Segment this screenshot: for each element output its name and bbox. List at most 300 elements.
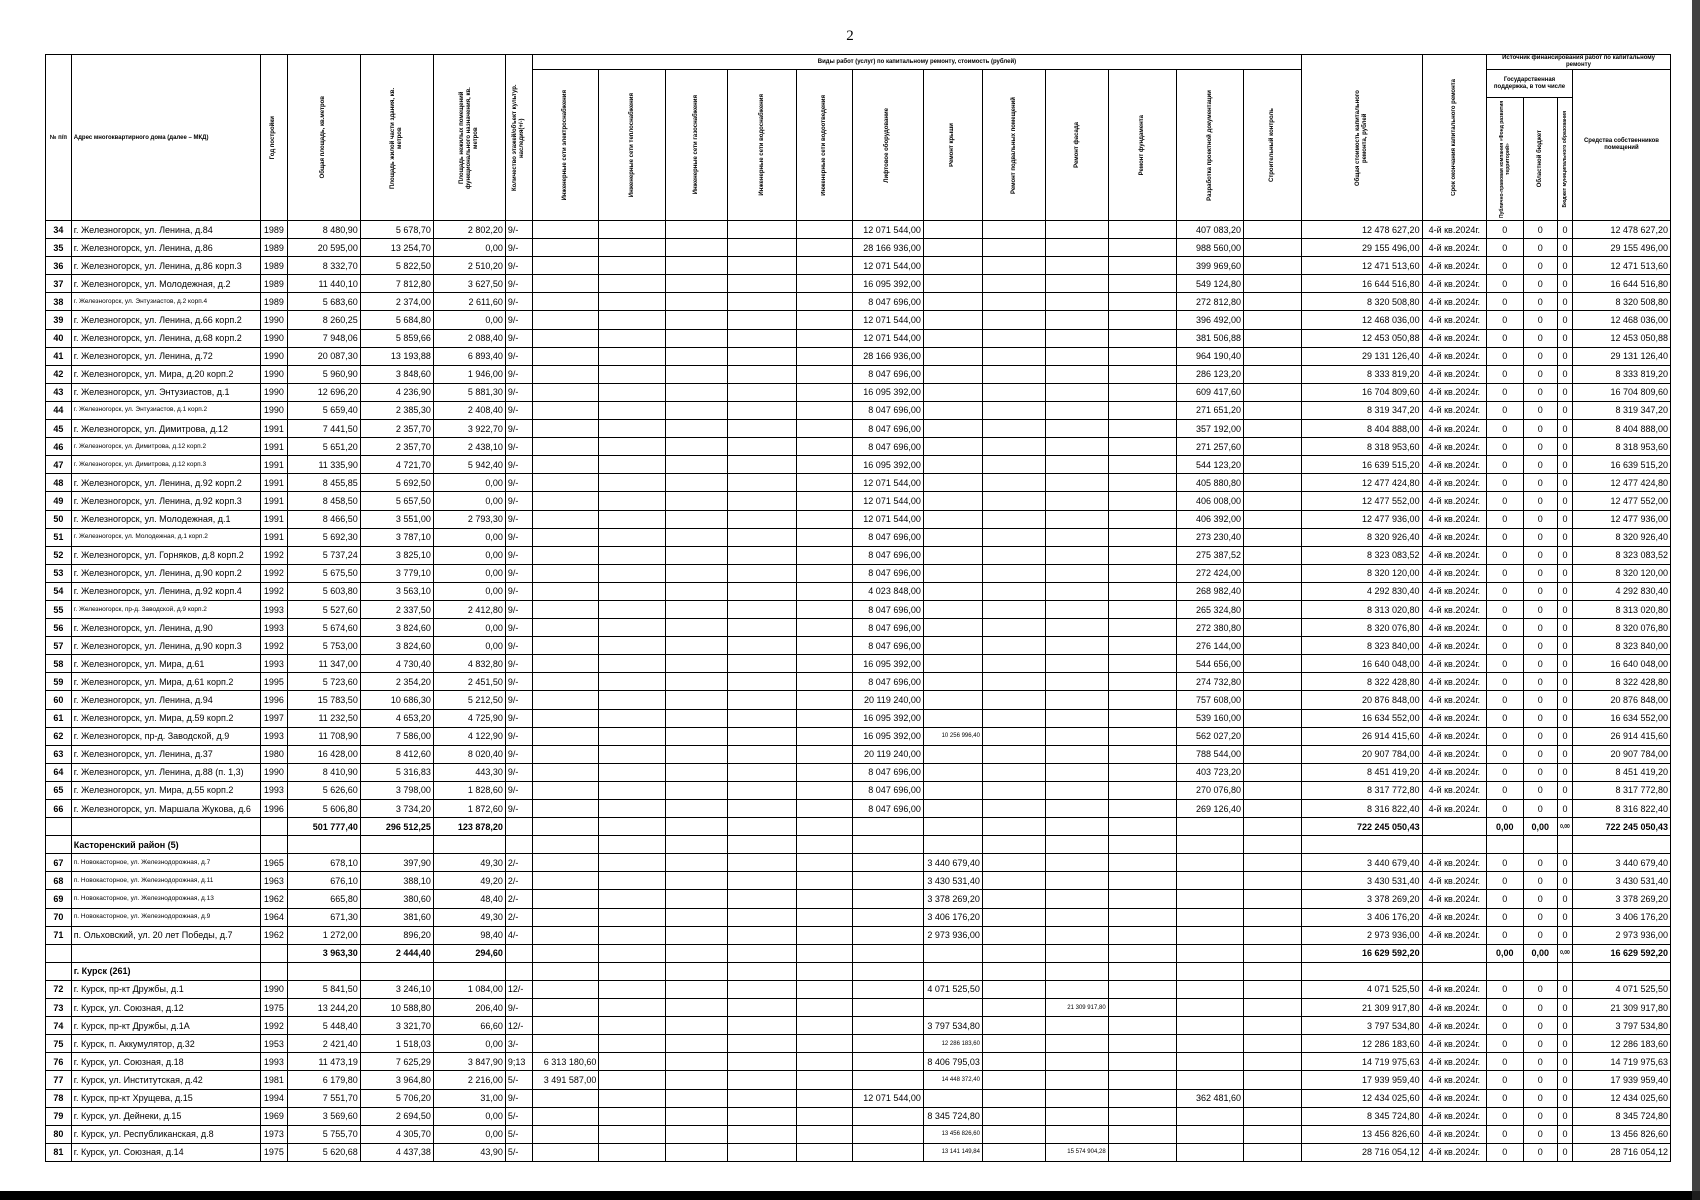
- row-regional: 0: [1523, 582, 1557, 600]
- row-w-foundation: [1108, 438, 1177, 456]
- row-total-cost: 16 639 515,20: [1302, 456, 1422, 474]
- row-w-lift: [852, 854, 923, 872]
- row-deadline: 4-й кв.2024г.: [1422, 800, 1486, 818]
- row-w-roof: [923, 619, 982, 637]
- section-empty: [1302, 836, 1422, 854]
- row-w-gas: [665, 980, 727, 998]
- section-row: [46, 962, 1671, 980]
- row-total-cost: 12 478 627,20: [1302, 221, 1422, 239]
- row-regional: 0: [1523, 510, 1557, 528]
- table-row: [46, 619, 1671, 637]
- subtotal-empty: [797, 818, 853, 836]
- row-w-water: [728, 365, 797, 383]
- row-deadline: 4-й кв.2024г.: [1422, 365, 1486, 383]
- row-total-cost: 20 907 784,00: [1302, 745, 1422, 763]
- row-nonres-area: 66,60: [433, 1017, 505, 1035]
- row-address: г. Железногорск, ул. Энтузиастов, д.2 корп.4: [71, 293, 260, 311]
- row-w-heat: [599, 383, 666, 401]
- row-year: 1990: [260, 311, 287, 329]
- row-number: 60: [46, 691, 72, 709]
- row-w-foundation: [1108, 528, 1177, 546]
- row-w-sewer: [797, 763, 853, 781]
- row-municipal: 0: [1557, 619, 1572, 637]
- row-w-water: [728, 420, 797, 438]
- row-address: г. Железногорск, ул. Энтузиастов, д.1 корп.2: [71, 401, 260, 419]
- row-w-heat: [599, 474, 666, 492]
- row-municipal: 0: [1557, 1107, 1572, 1125]
- row-w-facade: [1046, 311, 1108, 329]
- row-total-area: 2 421,40: [287, 1035, 360, 1053]
- row-nonres-area: 49,30: [433, 854, 505, 872]
- row-w-gas: [665, 257, 727, 275]
- row-w-basement: [982, 420, 1045, 438]
- section-empty: [1557, 836, 1572, 854]
- row-floors: 2/-: [505, 890, 532, 908]
- row-w-basement: [982, 890, 1045, 908]
- row-living-area: 5 684,80: [360, 311, 433, 329]
- row-w-elec: [532, 329, 599, 347]
- row-deadline: 4-й кв.2024г.: [1422, 383, 1486, 401]
- row-number: 43: [46, 383, 72, 401]
- row-w-design: 269 126,40: [1177, 800, 1244, 818]
- row-owners: 12 453 050,88: [1572, 329, 1670, 347]
- row-w-elec: [532, 456, 599, 474]
- row-year: 1989: [260, 221, 287, 239]
- row-w-lift: 28 166 936,00: [852, 347, 923, 365]
- row-fund: 0: [1487, 872, 1524, 890]
- subtotal-nonres-area: 123 878,20: [433, 818, 505, 836]
- row-w-gas: [665, 600, 727, 618]
- row-w-lift: 12 071 544,00: [852, 1089, 923, 1107]
- row-w-foundation: [1108, 999, 1177, 1017]
- row-w-elec: [532, 1089, 599, 1107]
- row-address: г. Железногорск, ул. Молодежная, д.2: [71, 275, 260, 293]
- row-w-water: [728, 1089, 797, 1107]
- row-floors: 9/-: [505, 275, 532, 293]
- row-w-lift: 8 047 696,00: [852, 619, 923, 637]
- row-w-water: [728, 257, 797, 275]
- row-w-basement: [982, 1053, 1045, 1071]
- row-w-water: [728, 600, 797, 618]
- header-living-area-text: Площадь жилой части здания, кв. метров: [389, 86, 403, 189]
- row-address: г. Железногорск, ул. Димитрова, д.12: [71, 420, 260, 438]
- row-w-facade: [1046, 257, 1108, 275]
- table-row: [46, 1107, 1671, 1125]
- row-w-elec: 6 313 180,60: [532, 1053, 599, 1071]
- row-w-sewer: [797, 239, 853, 257]
- row-w-control: [1244, 528, 1302, 546]
- table-row: [46, 709, 1671, 727]
- row-address: г. Железногорск, ул. Ленина, д.86: [71, 239, 260, 257]
- row-w-control: [1244, 1089, 1302, 1107]
- row-w-control: [1244, 854, 1302, 872]
- row-floors: 9/-: [505, 600, 532, 618]
- row-w-basement: [982, 619, 1045, 637]
- row-w-elec: [532, 872, 599, 890]
- row-w-design: 544 123,20: [1177, 456, 1244, 474]
- row-w-facade: [1046, 438, 1108, 456]
- row-owners: 8 345 724,80: [1572, 1107, 1670, 1125]
- row-regional: 0: [1523, 709, 1557, 727]
- row-owners: 12 477 936,00: [1572, 510, 1670, 528]
- section-empty: [360, 962, 433, 980]
- row-regional: 0: [1523, 1089, 1557, 1107]
- row-w-basement: [982, 781, 1045, 799]
- row-living-area: 3 824,60: [360, 619, 433, 637]
- subtotal-empty: [982, 944, 1045, 962]
- row-floors: 9/-: [505, 456, 532, 474]
- table-row: [46, 347, 1671, 365]
- row-w-foundation: [1108, 257, 1177, 275]
- row-w-heat: [599, 1143, 666, 1161]
- row-w-lift: 28 166 936,00: [852, 239, 923, 257]
- row-municipal: 0: [1557, 1053, 1572, 1071]
- row-total-area: 5 620,68: [287, 1143, 360, 1161]
- subtotal-municipal: 0,00: [1557, 818, 1572, 836]
- row-w-elec: [532, 745, 599, 763]
- row-w-heat: [599, 1017, 666, 1035]
- row-w-lift: 12 071 544,00: [852, 329, 923, 347]
- row-w-elec: [532, 600, 599, 618]
- row-w-sewer: [797, 257, 853, 275]
- row-total-cost: 20 876 848,00: [1302, 691, 1422, 709]
- table-row: [46, 420, 1671, 438]
- row-w-lift: 12 071 544,00: [852, 221, 923, 239]
- row-year: 1964: [260, 908, 287, 926]
- row-regional: 0: [1523, 401, 1557, 419]
- row-w-elec: [532, 1035, 599, 1053]
- row-municipal: 0: [1557, 800, 1572, 818]
- row-total-area: 11 708,90: [287, 727, 360, 745]
- header-w-control: [1244, 70, 1302, 221]
- row-deadline: 4-й кв.2024г.: [1422, 1125, 1486, 1143]
- row-w-design: 609 417,60: [1177, 383, 1244, 401]
- subtotal-empty: [1244, 944, 1302, 962]
- row-w-facade: [1046, 1125, 1108, 1143]
- row-w-design: [1177, 1107, 1244, 1125]
- row-floors: 9/-: [505, 619, 532, 637]
- row-nonres-area: 8 020,40: [433, 745, 505, 763]
- row-total-area: 8 260,25: [287, 311, 360, 329]
- row-w-elec: [532, 800, 599, 818]
- row-total-area: 5 659,40: [287, 401, 360, 419]
- row-w-water: [728, 637, 797, 655]
- row-year: 1965: [260, 854, 287, 872]
- row-nonres-area: 3 922,70: [433, 420, 505, 438]
- header-nonres-area-text: Площадь нежилых помещений функционального назначения, кв. метров: [458, 86, 479, 189]
- row-w-heat: [599, 709, 666, 727]
- row-nonres-area: 2 802,20: [433, 221, 505, 239]
- row-fund: 0: [1487, 1143, 1524, 1161]
- row-w-foundation: [1108, 564, 1177, 582]
- row-owners: 3 440 679,40: [1572, 854, 1670, 872]
- row-number: 63: [46, 745, 72, 763]
- table-row: [46, 582, 1671, 600]
- row-total-cost: 17 939 959,40: [1302, 1071, 1422, 1089]
- row-year: 1991: [260, 456, 287, 474]
- row-w-basement: [982, 582, 1045, 600]
- row-w-facade: [1046, 655, 1108, 673]
- row-living-area: 3 848,60: [360, 365, 433, 383]
- row-year: 1953: [260, 1035, 287, 1053]
- row-year: 1975: [260, 999, 287, 1017]
- row-floors: 2/-: [505, 854, 532, 872]
- row-w-roof: [923, 257, 982, 275]
- row-deadline: 4-й кв.2024г.: [1422, 311, 1486, 329]
- row-w-design: 788 544,00: [1177, 745, 1244, 763]
- row-living-area: 5 859,66: [360, 329, 433, 347]
- table-row: [46, 999, 1671, 1017]
- row-w-design: 286 123,20: [1177, 365, 1244, 383]
- row-w-lift: 20 119 240,00: [852, 691, 923, 709]
- row-number: 73: [46, 999, 72, 1017]
- section-empty: [505, 836, 532, 854]
- row-municipal: 0: [1557, 546, 1572, 564]
- row-fund: 0: [1487, 582, 1524, 600]
- row-total-area: 8 466,50: [287, 510, 360, 528]
- row-living-area: 3 825,10: [360, 546, 433, 564]
- row-fund: 0: [1487, 999, 1524, 1017]
- header-w-heat-text: Инженерные сети теплоснабжения: [628, 92, 635, 198]
- row-w-gas: [665, 691, 727, 709]
- table-row: [46, 221, 1671, 239]
- row-w-gas: [665, 1143, 727, 1161]
- row-number: 61: [46, 709, 72, 727]
- row-w-water: [728, 401, 797, 419]
- subtotal-total-area: 3 963,30: [287, 944, 360, 962]
- row-nonres-area: 2 451,50: [433, 673, 505, 691]
- row-nonres-area: 2 408,40: [433, 401, 505, 419]
- row-w-lift: [852, 999, 923, 1017]
- row-deadline: 4-й кв.2024г.: [1422, 456, 1486, 474]
- row-address: г. Курск, пр-кт Дружбы, д.1А: [71, 1017, 260, 1035]
- table-row: [46, 383, 1671, 401]
- row-year: 1962: [260, 890, 287, 908]
- row-w-lift: 8 047 696,00: [852, 401, 923, 419]
- row-w-sewer: [797, 456, 853, 474]
- row-total-cost: 4 071 525,50: [1302, 980, 1422, 998]
- row-w-foundation: [1108, 329, 1177, 347]
- row-deadline: 4-й кв.2024г.: [1422, 890, 1486, 908]
- row-municipal: 0: [1557, 763, 1572, 781]
- row-living-area: 5 678,70: [360, 221, 433, 239]
- row-total-area: 5 692,30: [287, 528, 360, 546]
- row-w-heat: [599, 980, 666, 998]
- row-w-basement: [982, 383, 1045, 401]
- header-deadline-text: Срок окончания капитального ремонта: [1450, 79, 1457, 196]
- row-living-area: 2 337,50: [360, 600, 433, 618]
- row-w-elec: [532, 781, 599, 799]
- row-w-roof: [923, 510, 982, 528]
- row-year: 1992: [260, 1017, 287, 1035]
- table-row: [46, 1053, 1671, 1071]
- subtotal-empty: [599, 944, 666, 962]
- header-regional: [1523, 98, 1557, 221]
- row-w-basement: [982, 1089, 1045, 1107]
- subtotal-empty: [71, 818, 260, 836]
- row-w-water: [728, 383, 797, 401]
- subtotal-regional: 0,00: [1523, 944, 1557, 962]
- row-w-design: 539 160,00: [1177, 709, 1244, 727]
- section-empty: [982, 962, 1045, 980]
- row-w-gas: [665, 763, 727, 781]
- section-empty: [1422, 836, 1486, 854]
- row-owners: 2 973 936,00: [1572, 926, 1670, 944]
- row-nonres-area: 0,00: [433, 564, 505, 582]
- row-w-design: 272 812,80: [1177, 293, 1244, 311]
- row-regional: 0: [1523, 908, 1557, 926]
- row-w-design: [1177, 1071, 1244, 1089]
- row-w-heat: [599, 763, 666, 781]
- row-floors: 9/-: [505, 365, 532, 383]
- table-row: [46, 854, 1671, 872]
- row-w-foundation: [1108, 239, 1177, 257]
- subtotal-empty: [599, 818, 666, 836]
- row-total-cost: 12 471 513,60: [1302, 257, 1422, 275]
- header-total-area-text: Общая площадь, кв.метров: [320, 96, 327, 179]
- row-floors: 5/-: [505, 1125, 532, 1143]
- row-w-heat: [599, 1071, 666, 1089]
- row-total-cost: 21 309 917,80: [1302, 999, 1422, 1017]
- row-w-sewer: [797, 420, 853, 438]
- row-total-area: 5 841,50: [287, 980, 360, 998]
- row-w-roof: [923, 528, 982, 546]
- row-w-basement: [982, 257, 1045, 275]
- row-number: 46: [46, 438, 72, 456]
- row-w-water: [728, 745, 797, 763]
- row-fund: 0: [1487, 709, 1524, 727]
- row-total-area: 1 272,00: [287, 926, 360, 944]
- header-floors-text: Количество этажей/объект культур. наследия(+/-): [511, 84, 525, 191]
- row-municipal: 0: [1557, 257, 1572, 275]
- row-total-cost: 16 634 552,00: [1302, 709, 1422, 727]
- subtotal-fund: 0,00: [1487, 944, 1524, 962]
- row-total-cost: 16 644 516,80: [1302, 275, 1422, 293]
- row-living-area: 5 316,83: [360, 763, 433, 781]
- subtotal-empty: [1244, 818, 1302, 836]
- row-w-design: [1177, 1053, 1244, 1071]
- row-deadline: 4-й кв.2024г.: [1422, 401, 1486, 419]
- row-municipal: 0: [1557, 655, 1572, 673]
- table-row: [46, 311, 1671, 329]
- table-row: [46, 564, 1671, 582]
- header-regional-text: Областной бюджет: [1536, 130, 1543, 188]
- row-year: 1990: [260, 401, 287, 419]
- row-w-foundation: [1108, 582, 1177, 600]
- row-municipal: 0: [1557, 383, 1572, 401]
- row-total-cost: 3 797 534,80: [1302, 1017, 1422, 1035]
- row-w-sewer: [797, 401, 853, 419]
- header-w-gas-text: Инженерные сети газоснабжения: [693, 95, 700, 195]
- row-w-water: [728, 1071, 797, 1089]
- row-w-foundation: [1108, 745, 1177, 763]
- row-municipal: 0: [1557, 420, 1572, 438]
- row-w-design: 362 481,60: [1177, 1089, 1244, 1107]
- row-w-water: [728, 438, 797, 456]
- row-total-area: 5 603,80: [287, 582, 360, 600]
- row-total-cost: 26 914 415,60: [1302, 727, 1422, 745]
- row-owners: 8 323 083,52: [1572, 546, 1670, 564]
- row-year: 1993: [260, 781, 287, 799]
- row-total-area: 8 458,50: [287, 492, 360, 510]
- row-w-design: [1177, 1125, 1244, 1143]
- header-w-basement-text: Ремонт подвальных помещений: [1010, 96, 1017, 194]
- row-w-foundation: [1108, 383, 1177, 401]
- row-floors: 5/-: [505, 1107, 532, 1125]
- row-year: 1993: [260, 619, 287, 637]
- row-w-basement: [982, 1125, 1045, 1143]
- row-w-gas: [665, 546, 727, 564]
- row-fund: 0: [1487, 1053, 1524, 1071]
- row-regional: 0: [1523, 528, 1557, 546]
- row-w-foundation: [1108, 1089, 1177, 1107]
- row-w-sewer: [797, 1107, 853, 1125]
- row-fund: 0: [1487, 908, 1524, 926]
- row-year: 1997: [260, 709, 287, 727]
- row-municipal: 0: [1557, 709, 1572, 727]
- row-year: 1991: [260, 492, 287, 510]
- row-w-water: [728, 619, 797, 637]
- row-number: 45: [46, 420, 72, 438]
- row-w-heat: [599, 239, 666, 257]
- header-works-group: Виды работ (услуг) по капитальному ремонту, стоимость (рублей): [532, 55, 1302, 70]
- table-row: [46, 474, 1671, 492]
- row-w-heat: [599, 438, 666, 456]
- row-w-lift: 16 095 392,00: [852, 655, 923, 673]
- header-w-heat: [599, 70, 666, 221]
- row-w-sewer: [797, 1071, 853, 1089]
- row-w-elec: [532, 528, 599, 546]
- row-total-cost: 3 406 176,20: [1302, 908, 1422, 926]
- row-w-water: [728, 221, 797, 239]
- table-row: [46, 655, 1671, 673]
- row-w-heat: [599, 221, 666, 239]
- subtotal-empty: [505, 818, 532, 836]
- row-fund: 0: [1487, 456, 1524, 474]
- row-year: 1989: [260, 293, 287, 311]
- row-total-area: 12 696,20: [287, 383, 360, 401]
- row-w-water: [728, 546, 797, 564]
- row-owners: 8 313 020,80: [1572, 600, 1670, 618]
- row-deadline: 4-й кв.2024г.: [1422, 239, 1486, 257]
- row-w-water: [728, 727, 797, 745]
- row-total-cost: 8 323 083,52: [1302, 546, 1422, 564]
- row-nonres-area: 1 946,00: [433, 365, 505, 383]
- section-empty: [1244, 836, 1302, 854]
- row-number: 48: [46, 474, 72, 492]
- section-empty: [1302, 962, 1422, 980]
- row-w-sewer: [797, 872, 853, 890]
- subtotal-owners: 16 629 592,20: [1572, 944, 1670, 962]
- header-deadline: [1422, 55, 1486, 221]
- row-municipal: 0: [1557, 999, 1572, 1017]
- row-w-heat: [599, 1053, 666, 1071]
- row-floors: 4/-: [505, 926, 532, 944]
- row-w-gas: [665, 727, 727, 745]
- row-w-foundation: [1108, 311, 1177, 329]
- row-floors: 9/-: [505, 582, 532, 600]
- row-address: г. Курск, ул. Союзная, д.12: [71, 999, 260, 1017]
- table-row: [46, 781, 1671, 799]
- row-w-basement: [982, 1017, 1045, 1035]
- row-year: 1990: [260, 365, 287, 383]
- row-w-heat: [599, 800, 666, 818]
- row-floors: 9/-: [505, 1089, 532, 1107]
- row-w-roof: 4 071 525,50: [923, 980, 982, 998]
- row-w-design: [1177, 908, 1244, 926]
- header-w-foundation: [1108, 70, 1177, 221]
- row-w-heat: [599, 637, 666, 655]
